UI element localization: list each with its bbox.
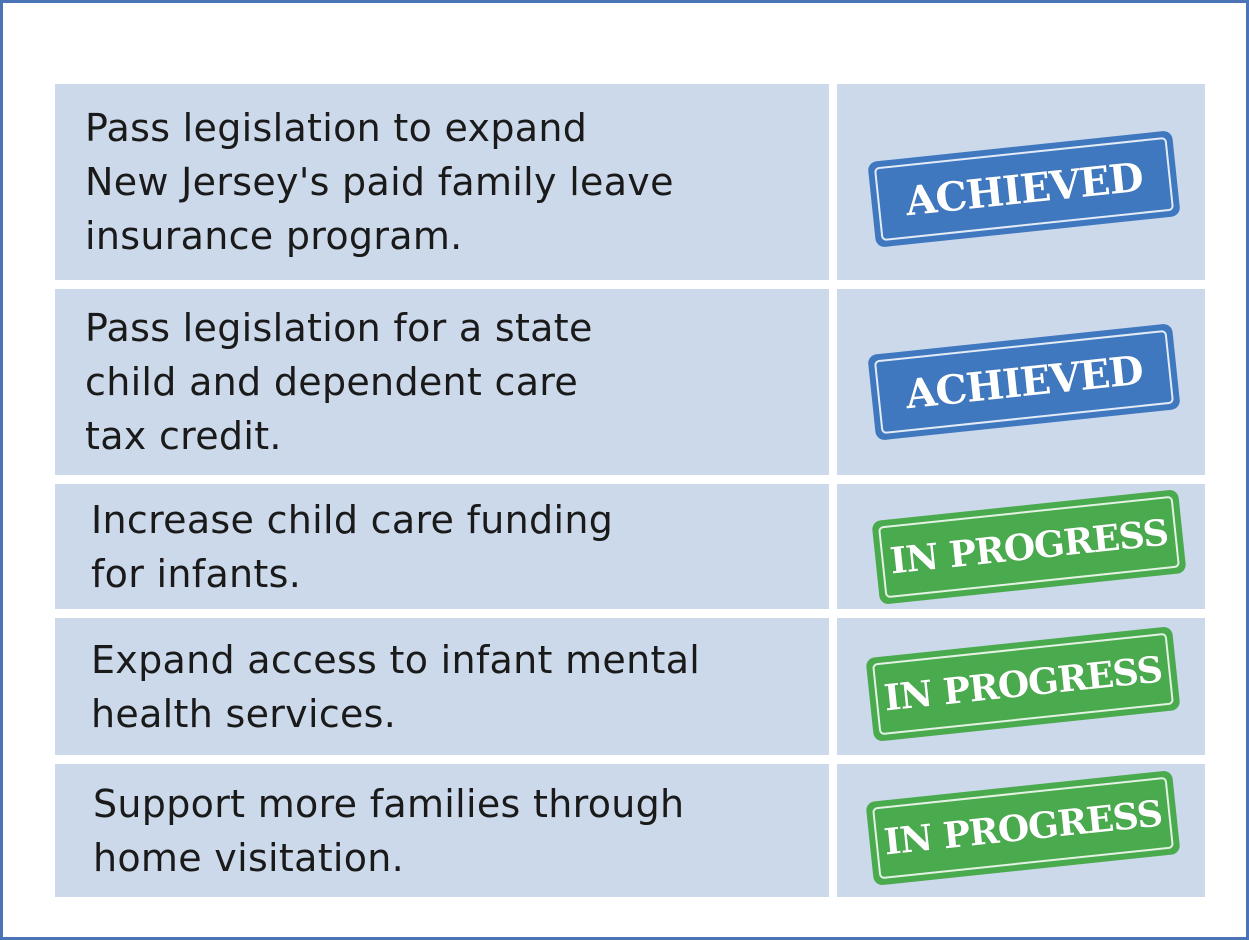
goal-row-5-status-cell bbox=[837, 764, 1205, 897]
goal-text: Expand access to infant mental health services. bbox=[91, 637, 701, 736]
status-label: ACHIEVED bbox=[903, 153, 1145, 225]
goal-row-3-status-cell bbox=[837, 484, 1205, 609]
achieved-stamp bbox=[867, 130, 1180, 248]
in-progress-stamp bbox=[865, 626, 1180, 742]
goal-row-1-text-cell bbox=[55, 84, 829, 280]
goal-row-3-text-cell bbox=[55, 484, 829, 609]
goal-text: Increase child care funding for infants. bbox=[91, 497, 614, 596]
status-label: IN PROGRESS bbox=[882, 648, 1164, 720]
goal-text: Pass legislation to expand New Jersey's paid family leave insurance program. bbox=[85, 106, 674, 258]
in-progress-stamp bbox=[865, 770, 1180, 886]
goal-row-5-text-cell bbox=[55, 764, 829, 897]
goal-row-2-text-cell bbox=[55, 289, 829, 475]
goal-row-4-text-cell bbox=[55, 618, 829, 755]
status-label: IN PROGRESS bbox=[888, 511, 1170, 583]
goal-text: Support more families through home visitation. bbox=[93, 781, 685, 880]
goal-row-4-status-cell bbox=[837, 618, 1205, 755]
status-label: IN PROGRESS bbox=[882, 792, 1164, 864]
goal-row-1-status-cell bbox=[837, 84, 1205, 280]
achieved-stamp bbox=[867, 323, 1180, 441]
in-progress-stamp bbox=[871, 489, 1186, 605]
status-label: ACHIEVED bbox=[903, 346, 1145, 418]
goal-text: Pass legislation for a state child and dependent care tax credit. bbox=[85, 306, 593, 458]
goal-row-2-status-cell bbox=[837, 289, 1205, 475]
